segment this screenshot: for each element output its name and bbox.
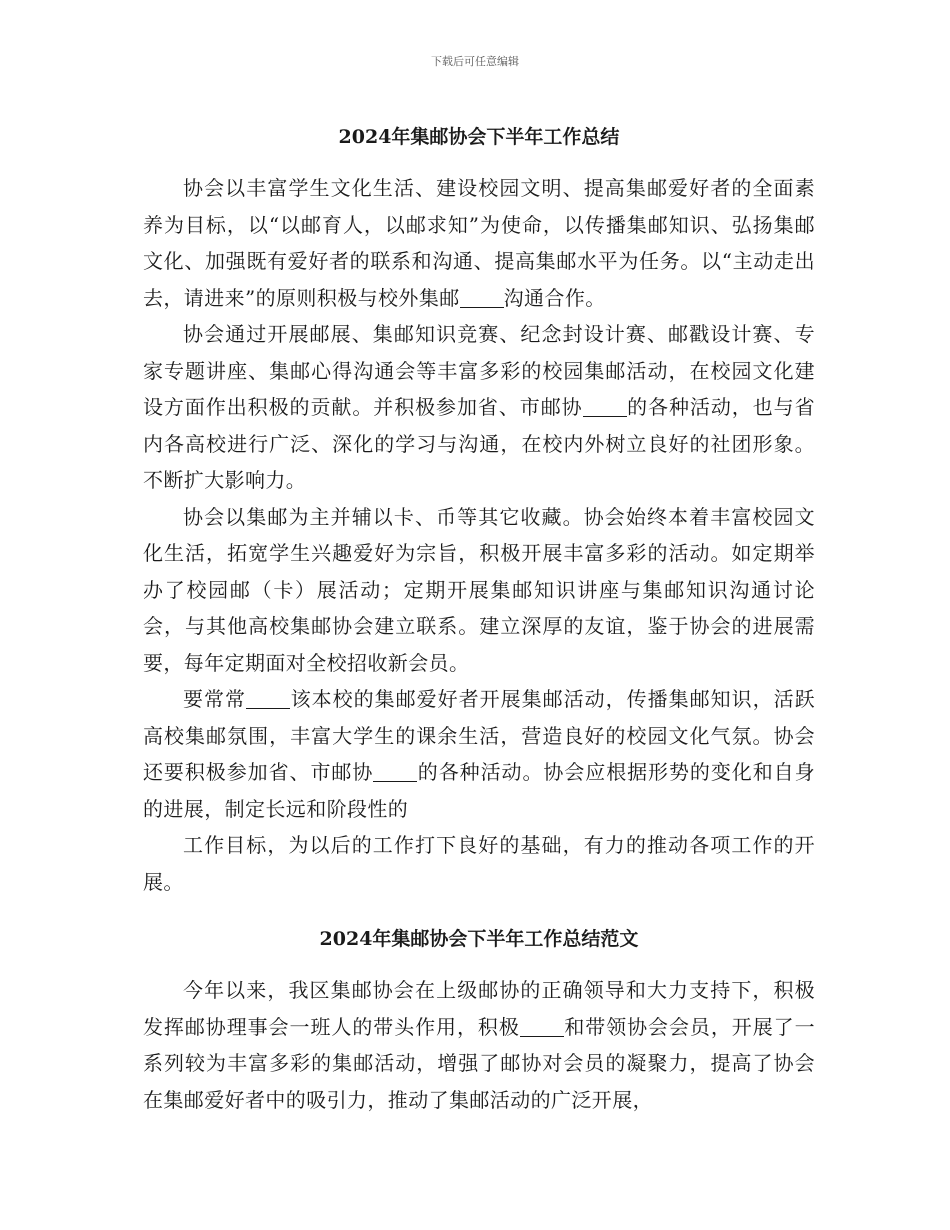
fill-in-blank (460, 287, 504, 308)
paragraph-text: 协会以丰富学生文化生活、建设校园文明、提高集邮爱好者的全面素养为目标，以“以邮育人，以邮求知”为使命，以传播集邮知识、弘扬集邮文化、加强既有爱好者的联系和沟通、提高集邮水平为任务。以“主动走出去，请进来”的原则积极与校外集邮 (143, 176, 815, 310)
paragraph-text: 和带领协会会员，开展了一系列较为丰富多彩的集邮活动，增强了邮协对会员的凝聚力，提高了协会在集邮爱好者中的吸引力，推动了集邮活动的广泛开展， (143, 1014, 815, 1112)
fill-in-blank (373, 761, 417, 782)
paragraph (143, 681, 815, 827)
section-2-body (143, 972, 815, 1118)
paragraph-text: 协会以集邮为主并辅以卡、币等其它收藏。协会始终本着丰富校园文化生活，拓宽学生兴趣爱好为宗旨，积极开展丰富多彩的活动。如定期举办了校园邮（卡）展活动；定期开展集邮知识讲座与集邮知识沟通讨论会，与其他高校集邮协会建立联系。建立深厚的友谊，鉴于协会的进展需要，每年定期面对全校招收新会员。 (143, 504, 815, 675)
paragraph (143, 170, 815, 316)
paragraph-text: 该本校的集邮爱好者开展集邮活动，传播集邮知识，活跃高校集邮氛围，丰富大学生的课余生活，营造良好的校园文化气氛。协会还要积极参加省、市邮协 (143, 687, 815, 784)
paragraph-text: 的各种活动。协会应根据形势的变化和自身的进展，制定长远和阶段性的 (143, 760, 815, 821)
fill-in-blank (246, 688, 290, 709)
paragraph (143, 972, 815, 1118)
paragraph (143, 316, 815, 499)
paragraph (143, 827, 815, 900)
paragraph-text: 要常常 (183, 687, 246, 711)
paragraph-text: 沟通合作。 (503, 285, 606, 310)
paragraph-text: 的各种活动，也与省内各高校进行广泛、深化的学习与沟通，在校内外树立良好的社团形象。不断扩大影响力。 (143, 395, 815, 492)
header-note: 下载后可任意编辑 (431, 55, 519, 68)
document-title-2: 2024年集邮协会下半年工作总结范文 (319, 928, 639, 950)
fill-in-blank (520, 1016, 564, 1037)
title-spacer-2 (143, 958, 815, 972)
document-title: 2024年集邮协会下半年工作总结 (338, 126, 620, 148)
paragraph-text: 协会通过开展邮展、集邮知识竞赛、纪念封设计赛、邮戳设计赛、专家专题讲座、集邮心得沟通会等丰富多彩的校园集邮活动，在校园文化建设方面作出积极的贡献。并积极参加省、市邮协 (143, 322, 815, 419)
paragraph (143, 499, 815, 682)
paragraph-text: 工作目标，为以后的工作打下良好的基础，有力的推动各项工作的开展。 (143, 833, 815, 894)
document-body (143, 118, 815, 1118)
paragraph-text: 今年以来，我区集邮协会在上级邮协的正确领导和大力支持下，积极发挥邮协理事会一班人的带头作用，积极 (143, 978, 815, 1039)
section-1-body (143, 170, 815, 900)
fill-in-blank (583, 396, 627, 417)
title-spacer (143, 156, 815, 170)
